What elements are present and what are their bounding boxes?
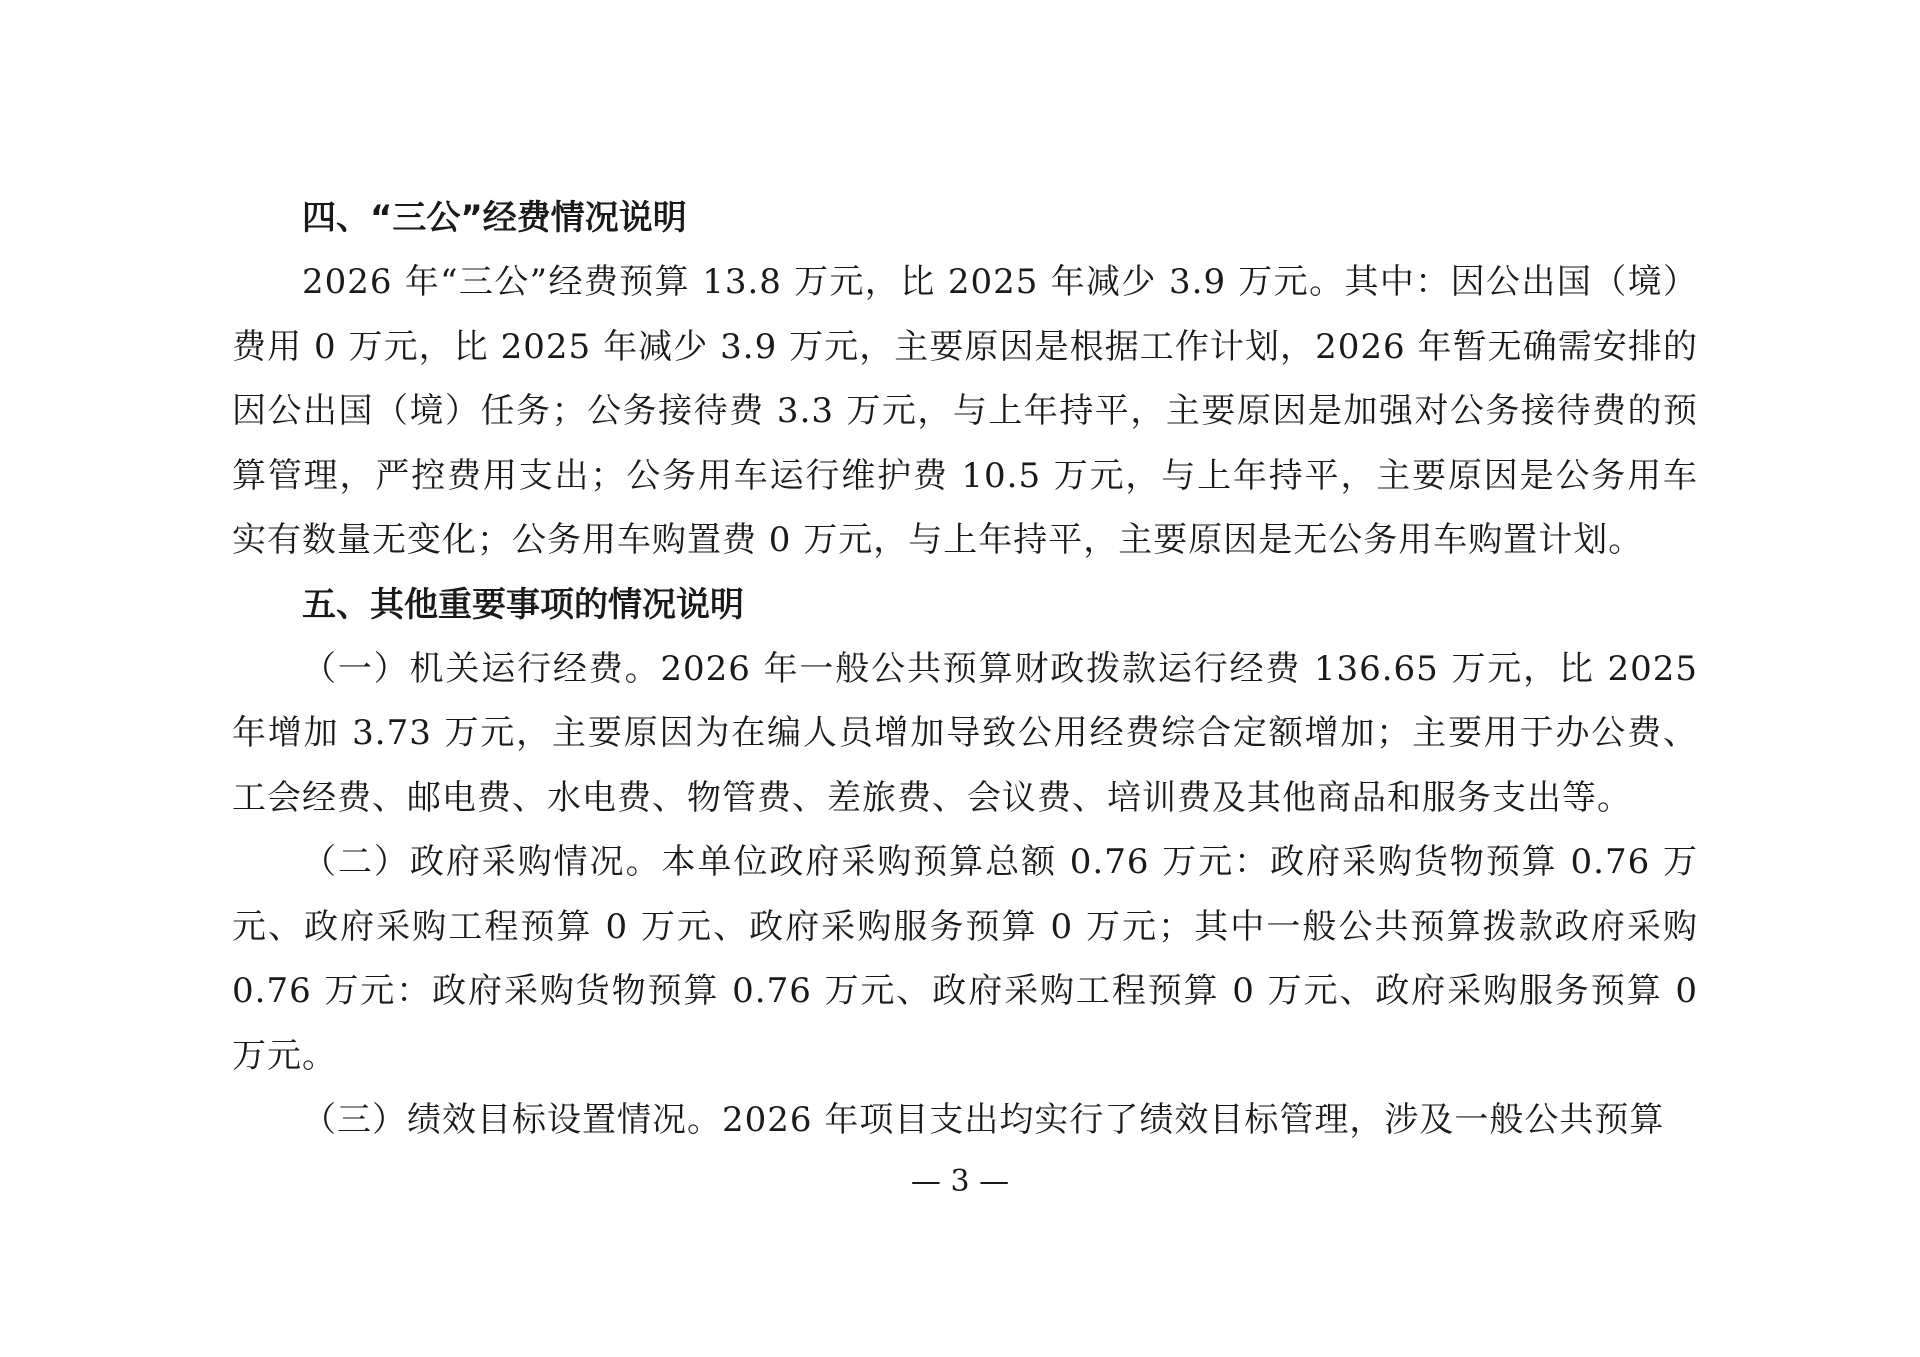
section-heading-other-matters: 五、其他重要事项的情况说明 — [302, 584, 744, 625]
paragraph-performance-targets: （三）绩效目标设置情况。2026 年项目支出均实行了绩效目标管理，涉及一般公共预算 — [302, 1100, 1665, 1140]
paragraph-government-procurement: （二）政府采购情况。本单位政府采购预算总额 0.76 万元：政府采购货物预算 0.76 万元、政府采购工程预算 0 万元、政府采购服务预算 0 万元；其中一般公共预算拨款政府采购 0.76 万元：政府采购货物预算 0.76 万元、政府采购工程预算 0 万元、政府采购服务预算 0 万元。 — [232, 842, 1698, 1076]
page-number: — 3 — — [910, 1164, 1010, 1199]
paragraph-sangong-expenses: 2026 年“三公”经费预算 13.8 万元，比 2025 年减少 3.9 万元。其中：因公出国（境）费用 0 万元，比 2025 年减少 3.9 万元，主要原因是根据工作计划，2026 年暂无确需安排的因公出国（境）任务；公务接待费 3.3 万元，与上年持平，主要原因是加强对公务接待费的预算管理，严控费用支出；公务用车运行维护费 10.5 万元，与上年持平，主要原因是公务用车实有数量无变化；公务用车购置费 0 万元，与上年持平，主要原因是无公务用车购置计划。 — [232, 262, 1698, 560]
document-body — [232, 186, 1698, 1153]
section-heading-sangong: 四、“三公”经费情况说明 — [302, 198, 687, 238]
paragraph-operating-expenses: （一）机关运行经费。2026 年一般公共预算财政拨款运行经费 136.65 万元，比 2025 年增加 3.73 万元，主要原因为在编人员增加导致公用经费综合定额增加；主要用于办公费、工会经费、邮电费、水电费、物管费、差旅费、会议费、培训费及其他商品和服务支出等。 — [232, 648, 1698, 818]
